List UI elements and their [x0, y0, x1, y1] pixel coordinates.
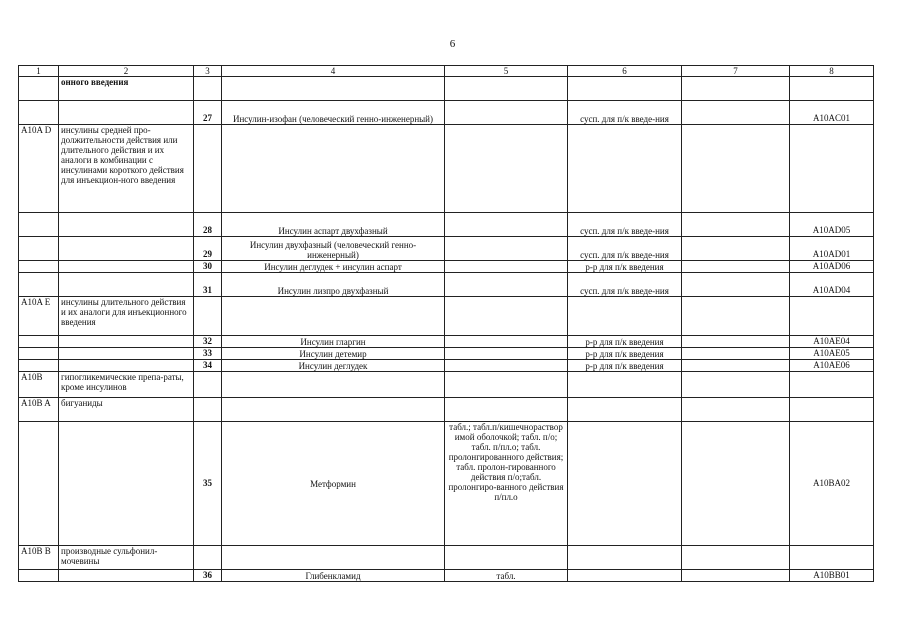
- dosage-form: р-р для п/к введения: [568, 360, 682, 372]
- dosage-form: сусп. для п/к введе-ния: [568, 213, 682, 237]
- dosage-form: табл.: [445, 570, 568, 582]
- atc-code: A10AE04: [790, 336, 874, 348]
- atc-code: A10AD06: [790, 261, 874, 273]
- column-header: 1: [19, 66, 59, 77]
- row-number: 36: [194, 570, 222, 582]
- row-number: 27: [194, 101, 222, 125]
- atc-code-group: A10A D: [19, 125, 59, 213]
- drug-name: Инсулин детемир: [222, 348, 445, 360]
- atc-code: A10AD01: [790, 237, 874, 261]
- column-header: 6: [568, 66, 682, 77]
- table-row: [19, 570, 874, 582]
- table-row: [19, 398, 874, 422]
- drug-name: Инсулин-изофан (человеческий генно-инженерный): [222, 101, 445, 125]
- atc-group-name: производные сульфонил-мочевины: [59, 546, 194, 570]
- drug-name: Инсулин гларгин: [222, 336, 445, 348]
- column-header: 8: [790, 66, 874, 77]
- table-row: [19, 360, 874, 372]
- table-row: [19, 422, 874, 546]
- drug-name: Глибенкламид: [222, 570, 445, 582]
- dosage-form: р-р для п/к введения: [568, 261, 682, 273]
- row-number: 29: [194, 237, 222, 261]
- column-header: 7: [682, 66, 790, 77]
- atc-group-name: инсулины средней про-должительности действия или длительного действия и их аналоги в комбинации с инсулинами короткого действия для инъекцион-ного введения: [59, 125, 194, 213]
- atc-code: A10AE05: [790, 348, 874, 360]
- row-number: 34: [194, 360, 222, 372]
- table-row: [19, 336, 874, 348]
- row-number: 30: [194, 261, 222, 273]
- table-row: [19, 261, 874, 273]
- atc-code: A10AD05: [790, 213, 874, 237]
- row-number: 32: [194, 336, 222, 348]
- drug-name: Инсулин деглудек + инсулин аспарт: [222, 261, 445, 273]
- drug-name: Инсулин аспарт двухфазный: [222, 213, 445, 237]
- table-row: [19, 297, 874, 336]
- row-number: 35: [194, 422, 222, 546]
- atc-group-name: инсулины длительного действия и их аналоги для инъекционного введения: [59, 297, 194, 336]
- atc-code-group: A10B: [19, 372, 59, 398]
- column-header: 3: [194, 66, 222, 77]
- row-number: 33: [194, 348, 222, 360]
- table-row: [19, 348, 874, 360]
- table-row: [19, 77, 874, 101]
- table-row: [19, 101, 874, 125]
- atc-code: A10BB01: [790, 570, 874, 582]
- dosage-form: сусп. для п/к введе-ния: [568, 237, 682, 261]
- atc-group-name: гипогликемические препа-раты, кроме инсулинов: [59, 372, 194, 398]
- atc-code: A10BA02: [790, 422, 874, 546]
- atc-group-name: онного введения: [59, 77, 194, 101]
- atc-code-group: A10B A: [19, 398, 59, 422]
- atc-code: A10AE06: [790, 360, 874, 372]
- table-row: [19, 372, 874, 398]
- table-row: [19, 546, 874, 570]
- dosage-form: табл.; табл.п/кишечнораствор имой оболочкой; табл. п/о; табл. п/пл.о; табл. пролонгированного действия; табл. пролон-гированного действия п/о;табл. пролонгиро-ванного действия п/пл.о: [445, 422, 568, 546]
- table-row: [19, 273, 874, 297]
- dosage-form: р-р для п/к введения: [568, 336, 682, 348]
- drug-table: [18, 65, 874, 582]
- atc-group-name: бигуаниды: [59, 398, 194, 422]
- table-row: [19, 213, 874, 237]
- drug-name: Инсулин двухфазный (человеческий генно-инженерный): [222, 237, 445, 261]
- table-row: [19, 237, 874, 261]
- atc-code: A10AD04: [790, 273, 874, 297]
- drug-name: Инсулин лизпро двухфазный: [222, 273, 445, 297]
- dosage-form: сусп. для п/к введе-ния: [568, 101, 682, 125]
- drug-name: Инсулин деглудек: [222, 360, 445, 372]
- dosage-form: р-р для п/к введения: [568, 348, 682, 360]
- column-header: 4: [222, 66, 445, 77]
- row-number: 28: [194, 213, 222, 237]
- drug-name: Метформин: [222, 422, 445, 546]
- atc-code-group: A10B B: [19, 546, 59, 570]
- atc-code-group: A10A E: [19, 297, 59, 336]
- page-number: 6: [449, 38, 456, 50]
- dosage-form: сусп. для п/к введе-ния: [568, 273, 682, 297]
- atc-code: A10AC01: [790, 101, 874, 125]
- row-number: 31: [194, 273, 222, 297]
- table-row: [19, 125, 874, 213]
- column-header: 2: [59, 66, 194, 77]
- column-header: 5: [445, 66, 568, 77]
- table-header-row: [19, 66, 874, 77]
